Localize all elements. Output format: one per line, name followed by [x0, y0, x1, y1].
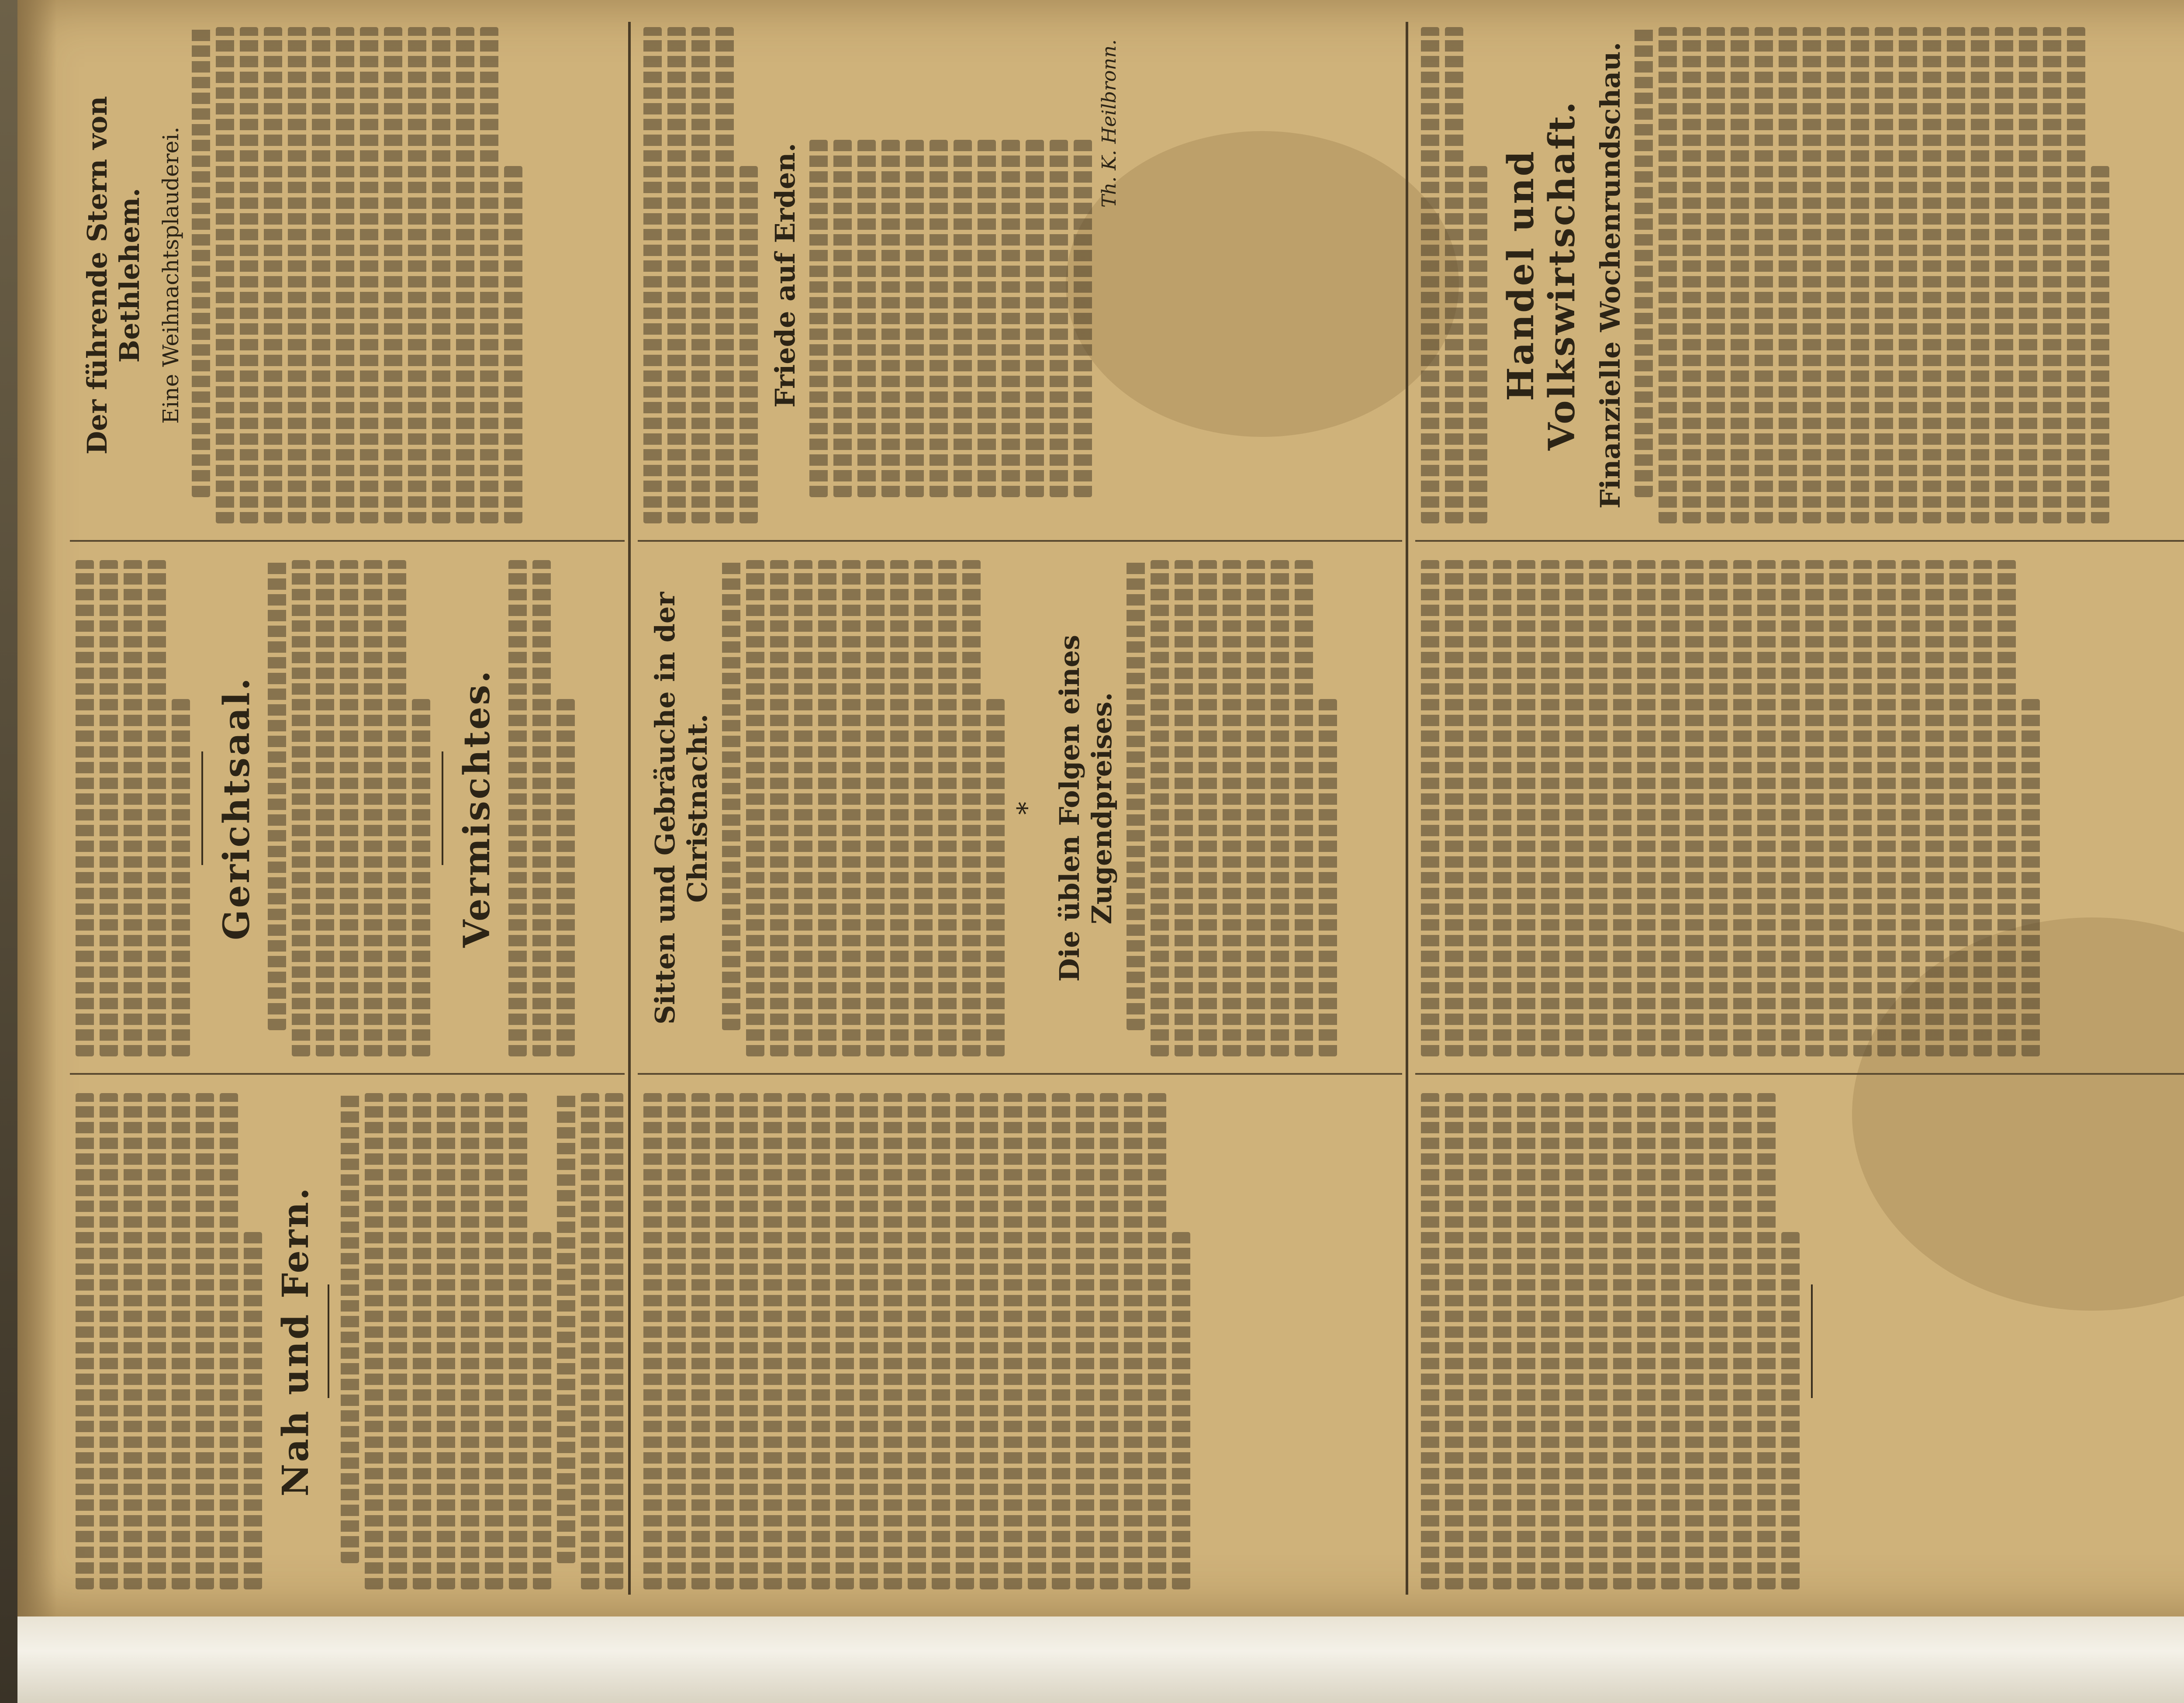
subheading-finanzielle-wochenrundschau: Finanzielle Wochenrundschau.: [1594, 42, 1626, 509]
column-frieden-auf-erden: [638, 22, 1402, 529]
heading-sitten-und-gebraeuche: Sitten und Gebräuche in der Christnacht.: [649, 592, 714, 1025]
column-stern-continued: [638, 1088, 1402, 1595]
column-misc-bottom: [1415, 1088, 2184, 1595]
heading-gerichtssaal: Gerichtsaal.: [216, 676, 258, 941]
newspaper-page: [17, 0, 2184, 1616]
page-bottom-edge: [17, 1616, 2184, 1703]
column-gerichtssaal: [70, 555, 625, 1062]
column-handel-und-volkswirtschaft: [1415, 22, 2184, 529]
heading-frieden-auf-erden: Friede auf Erden.: [769, 143, 801, 408]
heading-stern-von-bethlehem: Der führende Stern von Bethlehem.: [81, 96, 146, 455]
byline: Th. K. Heilbronn.: [1098, 39, 1121, 208]
heading-handel-und-volkswirtschaft: Handel und Volkswirtschaft.: [1500, 100, 1583, 451]
column-sitten-und-gebraeuche: [638, 555, 1402, 1062]
heading-rad-und-fern: Nah und Fern.: [275, 1186, 317, 1497]
heading-vermischtes: Vermischtes.: [456, 669, 498, 948]
tier-top: [70, 22, 625, 1595]
column-stern-von-bethlehem: [70, 22, 625, 529]
rotated-text-block: [52, 22, 2184, 1595]
column-rad-und-fern: [70, 1088, 625, 1595]
tier-middle: [638, 22, 1402, 1595]
tier-bottom: [1415, 22, 2184, 1595]
subheading-weihnachtsplauderei: Eine Weihnachtsplauderei.: [158, 126, 183, 424]
heading-jugendpreise: Die üblen Folgen eines Zugendpreises.: [1053, 635, 1118, 982]
section-star: *: [1011, 802, 1042, 815]
column-market-report: [1415, 555, 2184, 1062]
